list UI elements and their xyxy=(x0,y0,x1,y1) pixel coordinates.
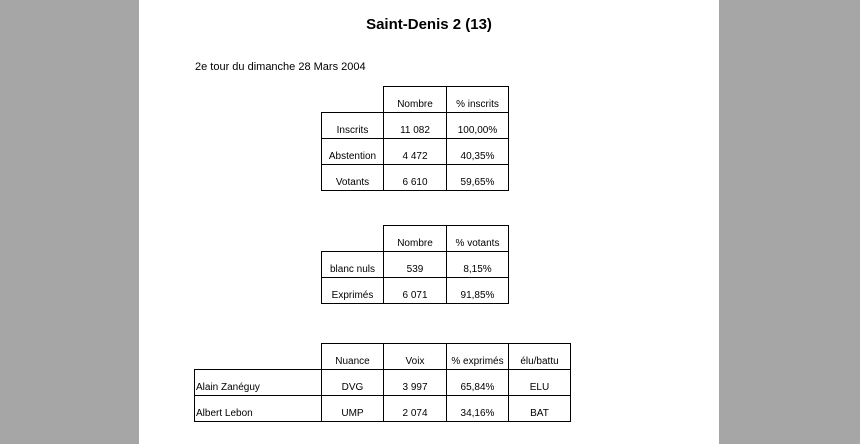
table-header-row xyxy=(195,344,571,370)
results-table xyxy=(194,343,571,422)
page-title: Saint-Denis 2 (13) xyxy=(366,16,492,33)
table-row xyxy=(195,370,571,396)
candidate-nuance: DVG xyxy=(322,370,384,396)
candidate-status: ELU xyxy=(509,370,571,396)
row-nombre: 4 472 xyxy=(384,139,447,165)
header-nuance: Nuance xyxy=(322,344,384,370)
row-nombre: 6 071 xyxy=(384,278,447,304)
row-nombre: 11 082 xyxy=(384,113,447,139)
table-row xyxy=(322,278,509,304)
row-pct: 40,35% xyxy=(447,139,509,165)
row-label: Abstention xyxy=(322,139,384,165)
row-pct: 91,85% xyxy=(447,278,509,304)
empty-cell xyxy=(322,87,384,113)
row-pct: 100,00% xyxy=(447,113,509,139)
row-pct: 59,65% xyxy=(447,165,509,191)
row-nombre: 6 610 xyxy=(384,165,447,191)
row-pct: 8,15% xyxy=(447,252,509,278)
table-header-row xyxy=(322,87,509,113)
election-round-date: 2e tour du dimanche 28 Mars 2004 xyxy=(195,61,366,73)
header-nombre: Nombre xyxy=(384,87,447,113)
header-nombre: Nombre xyxy=(384,226,447,252)
candidate-name: Alain Zanéguy xyxy=(195,370,322,396)
candidate-pct: 34,16% xyxy=(447,396,509,422)
header-pct-exprimes: % exprimés xyxy=(447,344,509,370)
candidate-name: Albert Lebon xyxy=(195,396,322,422)
candidate-voix: 2 074 xyxy=(384,396,447,422)
candidate-voix: 3 997 xyxy=(384,370,447,396)
candidate-status: BAT xyxy=(509,396,571,422)
table-row xyxy=(322,165,509,191)
row-nombre: 539 xyxy=(384,252,447,278)
header-pct-votants: % votants xyxy=(447,226,509,252)
row-label: Exprimés xyxy=(322,278,384,304)
table-row xyxy=(322,113,509,139)
candidate-nuance: UMP xyxy=(322,396,384,422)
row-label: Inscrits xyxy=(322,113,384,139)
table-row xyxy=(322,139,509,165)
header-pct-inscrits: % inscrits xyxy=(447,87,509,113)
row-label: blanc nuls xyxy=(322,252,384,278)
participation-table xyxy=(321,86,509,191)
table-row xyxy=(322,252,509,278)
table-row xyxy=(195,396,571,422)
expression-table xyxy=(321,225,509,304)
candidate-pct: 65,84% xyxy=(447,370,509,396)
document-page xyxy=(139,0,719,444)
row-label: Votants xyxy=(322,165,384,191)
header-voix: Voix xyxy=(384,344,447,370)
empty-cell xyxy=(195,344,322,370)
empty-cell xyxy=(322,226,384,252)
header-elu-battu: élu/battu xyxy=(509,344,571,370)
table-header-row xyxy=(322,226,509,252)
